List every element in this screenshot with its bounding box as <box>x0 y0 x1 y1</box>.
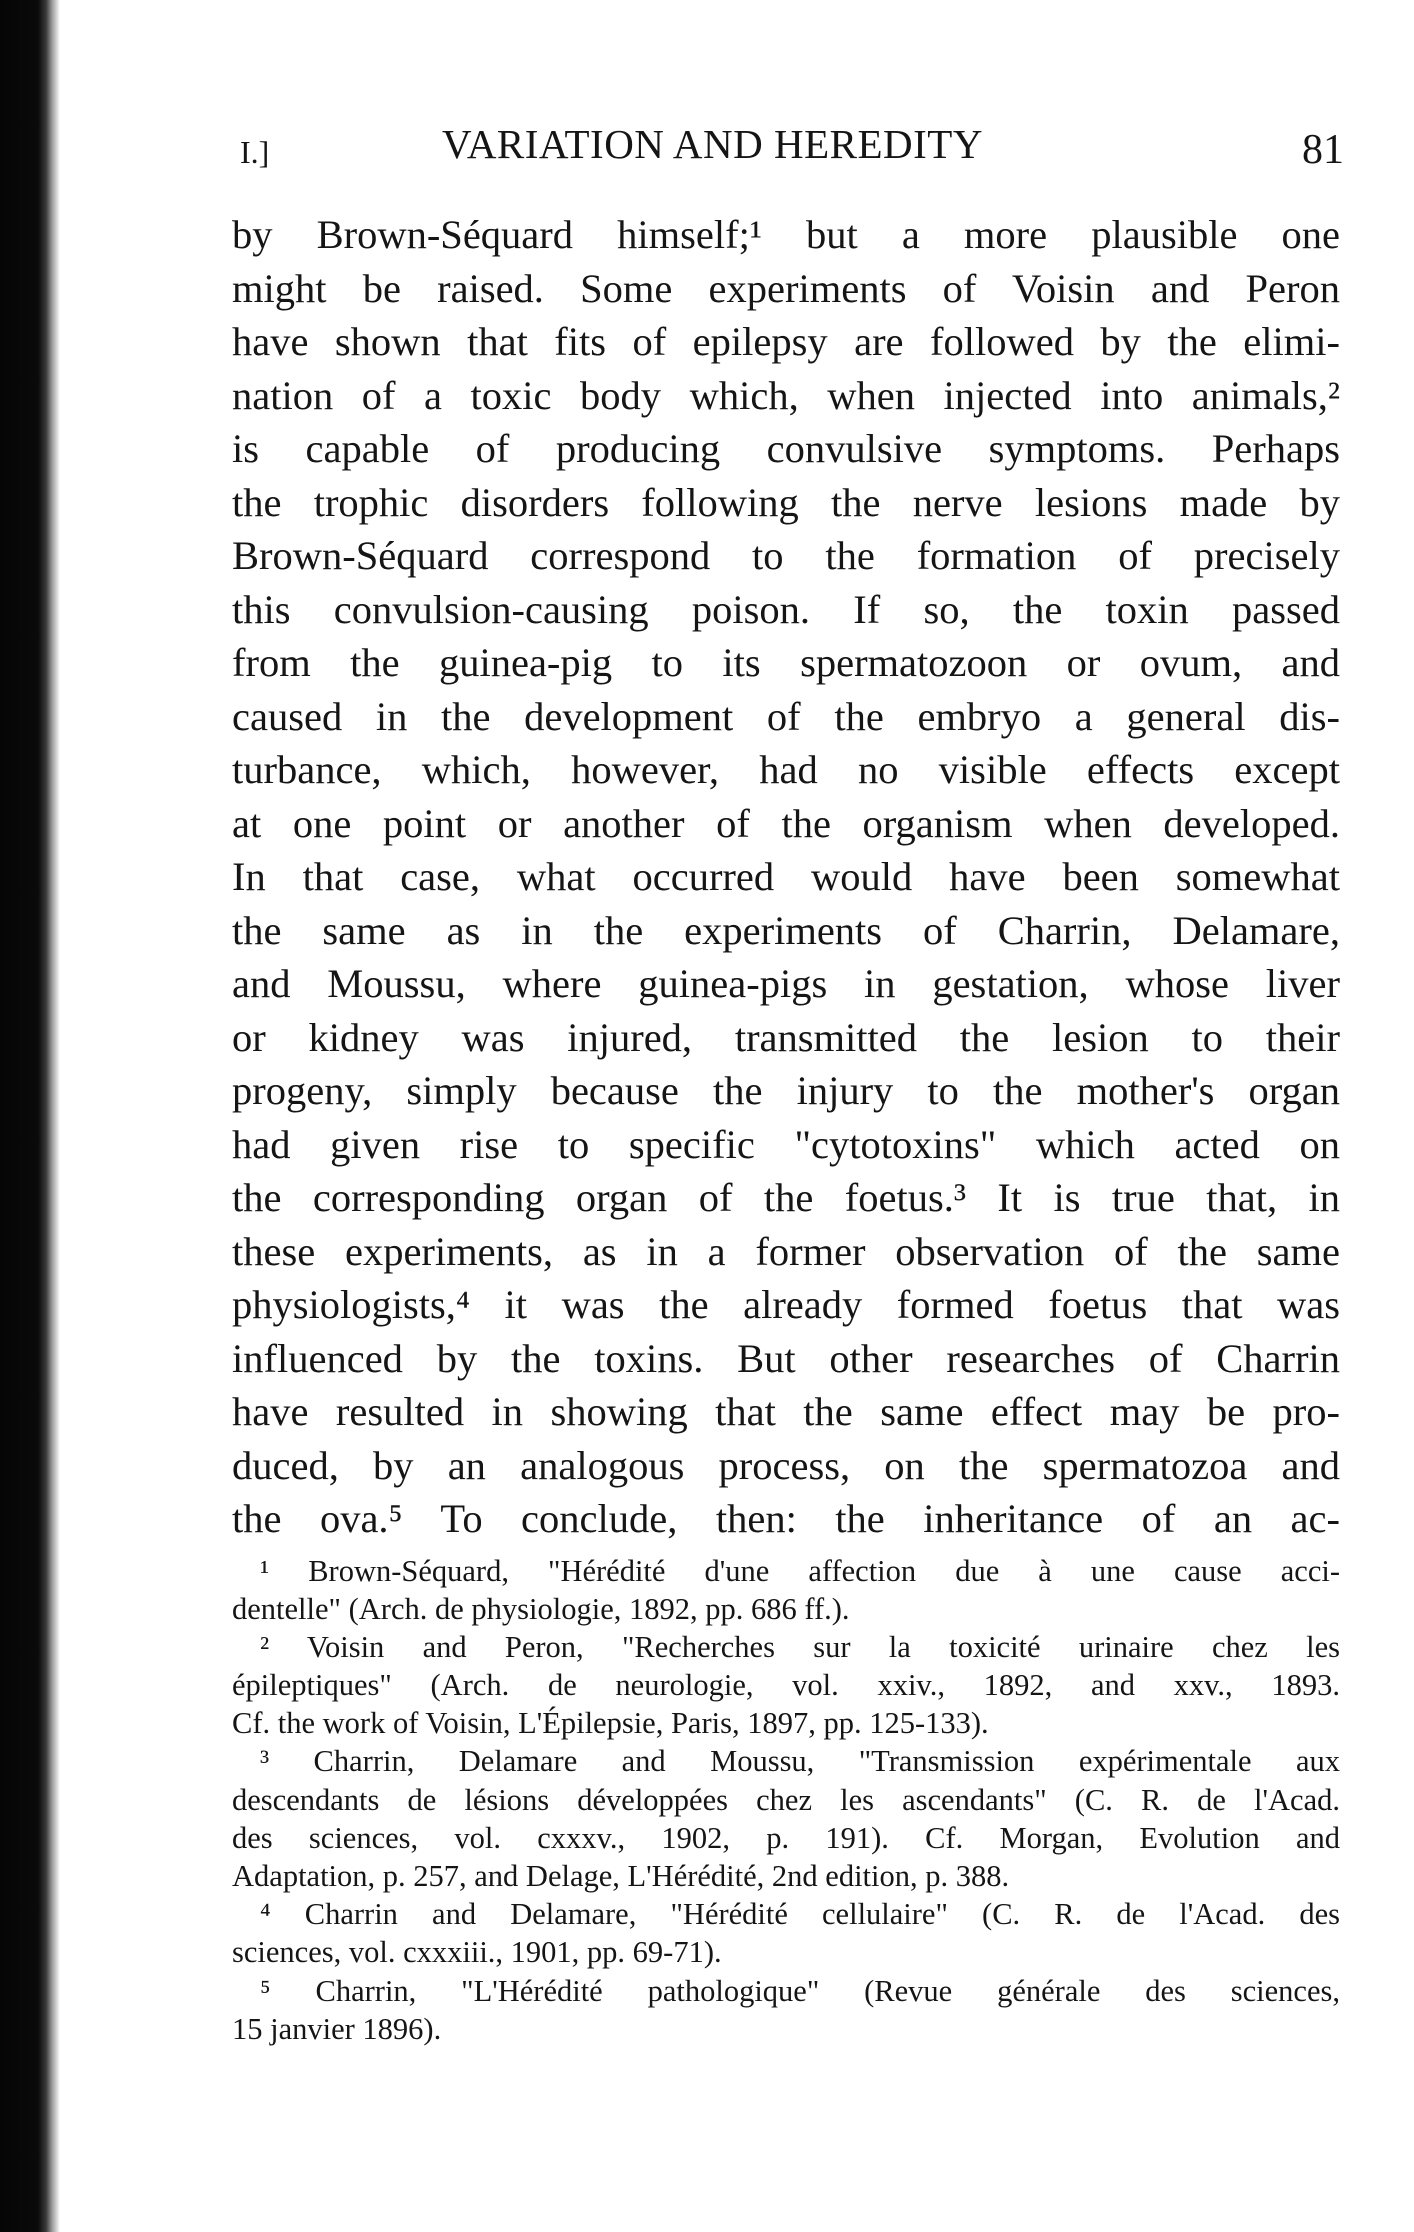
footnote-line: ² Voisin and Peron, "Recherches sur la toxicité urinaire chez les <box>260 1629 1340 1664</box>
footnote-line: 15 janvier 1896). <box>232 2011 442 2046</box>
footnote-line: dentelle" (Arch. de physiologie, 1892, pp. 686 ff.). <box>232 1591 850 1626</box>
body-line: the trophic disorders following the nerve lesions made by <box>232 479 1340 525</box>
body-line: In that case, what occurred would have been somewhat <box>232 854 1340 899</box>
body-line: these experiments, as in a former observation of the same <box>232 1228 1340 1274</box>
footnote-line: Cf. the work of Voisin, L'Épilepsie, Paris, 1897, pp. 125-133). <box>232 1706 989 1741</box>
body-line: Brown-Séquard correspond to the formation of precisely <box>232 533 1340 578</box>
running-title: VARIATION AND HEREDITY <box>442 121 983 167</box>
body-line: turbance, which, however, had no visible effects except <box>232 747 1340 792</box>
footnote-4 <box>232 1895 1340 1971</box>
running-head <box>232 120 1344 190</box>
footnote-line: sciences, vol. cxxxiii., 1901, pp. 69-71). <box>232 1935 722 1970</box>
body-line: influenced by the toxins. But other researches of Charrin <box>232 1335 1340 1381</box>
footnote-line: des sciences, vol. cxxxv., 1902, p. 191). Cf. Morgan, Evolution and <box>232 1820 1340 1855</box>
body-line: and Moussu, where guinea-pigs in gestation, whose liver <box>232 961 1340 1006</box>
footnote-line: ¹ Brown-Séquard, "Hérédité d'une affection due à une cause acci- <box>260 1553 1340 1588</box>
body-line: this convulsion-causing poison. If so, the toxin passed <box>232 586 1340 632</box>
footnote-1 <box>232 1552 1340 1628</box>
body-line: physiologists,⁴ it was the already formed foetus that was <box>232 1282 1340 1327</box>
body-line: from the guinea-pig to its spermatozoon or ovum, and <box>232 640 1340 685</box>
footnote-line: ⁵ Charrin, "L'Hérédité pathologique" (Revue générale des sciences, <box>260 1973 1340 2008</box>
body-line: duced, by an analogous process, on the spermatozoa and <box>232 1442 1340 1488</box>
body-line: the ova.⁵ To conclude, then: the inheritance of an ac- <box>232 1496 1340 1541</box>
body-text <box>232 208 1340 1546</box>
body-line: or kidney was injured, transmitted the lesion to their <box>232 1014 1340 1060</box>
book-page <box>232 120 1344 2048</box>
footnote-line: Adaptation, p. 257, and Delage, L'Hérédité, 2nd edition, p. 388. <box>232 1859 1010 1893</box>
body-line: by Brown-Séquard himself;¹ but a more plausible one <box>232 212 1340 257</box>
page-number: 81 <box>1302 127 1344 173</box>
footnote-line: épileptiques" (Arch. de neurologie, vol. xxiv., 1892, and xxv., 1893. <box>232 1668 1340 1703</box>
footnote-5 <box>232 1972 1340 2048</box>
body-line: the same as in the experiments of Charrin, Delamare, <box>232 907 1340 953</box>
chapter-number: I.] <box>240 134 270 170</box>
body-line: nation of a toxic body which, when injected into animals,² <box>232 372 1340 418</box>
body-line: at one point or another of the organism when developed. <box>232 800 1340 846</box>
footnote-3 <box>232 1742 1340 1895</box>
body-line: might be raised. Some experiments of Voisin and Peron <box>232 265 1340 311</box>
body-line: have shown that fits of epilepsy are followed by the elimi- <box>232 319 1340 364</box>
body-line: is capable of producing convulsive symptoms. Perhaps <box>232 426 1340 471</box>
body-line: progeny, simply because the injury to the mother's organ <box>232 1068 1340 1113</box>
footnote-line: ³ Charrin, Delamare and Moussu, "Transmission expérimentale aux <box>260 1744 1340 1779</box>
body-line: caused in the development of the embryo a general dis- <box>232 693 1340 739</box>
footnotes <box>232 1552 1340 2048</box>
footnote-line: ⁴ Charrin and Delamare, "Hérédité cellulaire" (C. R. de l'Acad. des <box>260 1897 1340 1932</box>
book-binding-edge <box>0 0 60 2232</box>
footnote-2 <box>232 1628 1340 1743</box>
footnote-line: descendants de lésions développées chez les ascendants" (C. R. de l'Acad. <box>232 1782 1340 1817</box>
body-line: the corresponding organ of the foetus.³ It is true that, in <box>232 1175 1340 1220</box>
body-line: have resulted in showing that the same effect may be pro- <box>232 1389 1340 1434</box>
body-line: had given rise to specific "cytotoxins" which acted on <box>232 1121 1340 1167</box>
